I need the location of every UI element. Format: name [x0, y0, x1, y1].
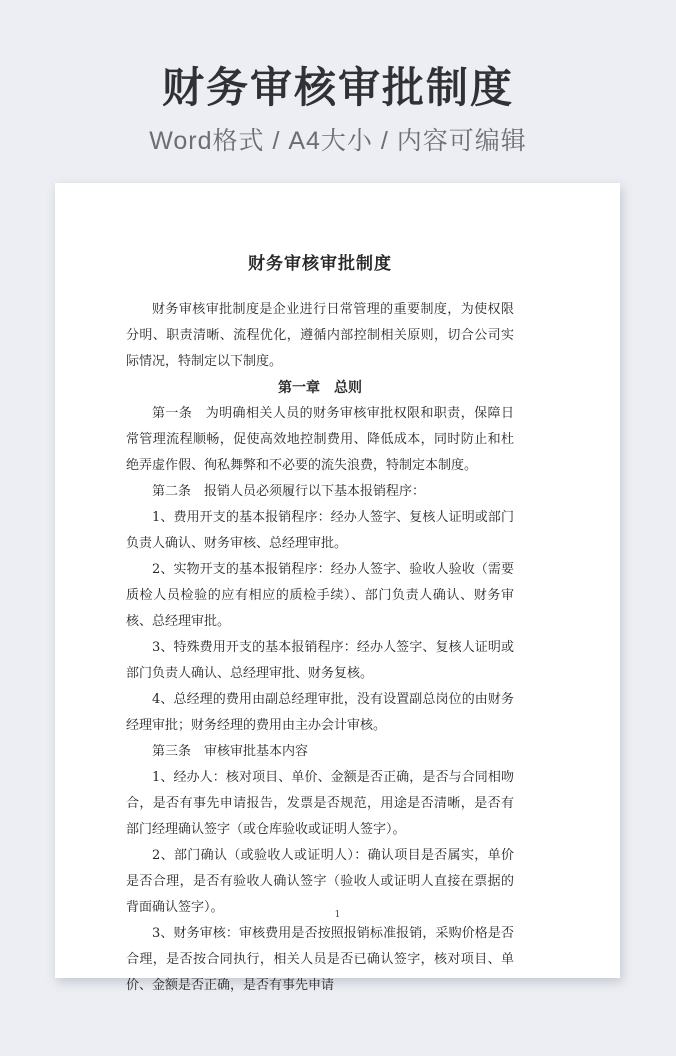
banner — [0, 0, 676, 157]
paragraph: 财务审核审批制度是企业进行日常管理的重要制度，为使权限分明、职责清晰、流程优化，遵循内部控制相关原则，切合公司实际情况，特制定以下制度。 — [126, 302, 514, 369]
paragraph: 1、费用开支的基本报销程序：经办人签字、复核人证明或部门负责人确认、财务审核、总经理审批。 — [126, 510, 514, 551]
chapter-heading: 第一章 总则 — [278, 380, 362, 396]
paragraph: 1、经办人：核对项目、单价、金额是否正确，是否与合同相吻合，是否有事先申请报告，发票是否规范，用途是否清晰，是否有部门经理确认签字（或仓库验收或证明人签字）。 — [126, 770, 514, 837]
paragraph: 3、特殊费用开支的基本报销程序：经办人签字、复核人证明或部门负责人确认、总经理审批、财务复核。 — [126, 640, 514, 681]
document-page — [55, 183, 620, 993]
paragraph: 第三条 审核审批基本内容 — [152, 744, 309, 759]
paragraph: 4、总经理的费用由副总经理审批，没有设置副总岗位的由财务经理审批；财务经理的费用由主办会计审核。 — [126, 692, 514, 733]
paragraph: 2、部门确认（或验收人或证明人）：确认项目是否属实，单价是否合理，是否有验收人确认签字（验收人或证明人直接在票据的背面确认签字）。 — [126, 848, 514, 915]
banner-title: 财务审核审批制度 — [161, 64, 514, 111]
paragraph: 第二条 报销人员必须履行以下基本报销程序： — [152, 484, 426, 499]
document-body — [126, 297, 514, 999]
paragraph: 3、财务审核：审核费用是否按照报销标准报销，采购价格是否合理，是否按合同执行，相关人员是否已确认签字，核对项目、单价、金额是否正确，是否有事先申请 — [126, 926, 514, 993]
page-number: 1 — [334, 910, 341, 920]
banner-subtitle: Word格式 / A4大小 / 内容可编辑 — [149, 127, 527, 155]
document-title: 财务审核审批制度 — [248, 254, 392, 274]
paragraph: 第一条 为明确相关人员的财务审核审批权限和职责，保障日常管理流程顺畅，促使高效地控制费用、降低成本，同时防止和杜绝弄虚作假、徇私舞弊和不必要的流失浪费，特制定本制度。 — [126, 406, 514, 473]
paragraph: 2、实物开支的基本报销程序：经办人签字、验收人验收（需要质检人员检验的应有相应的质检手续）、部门负责人确认、财务审核、总经理审批。 — [126, 562, 514, 629]
